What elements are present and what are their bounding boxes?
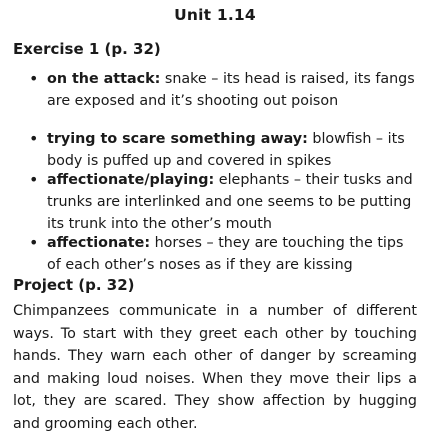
answer-text: [47, 232, 419, 276]
answer-description: elephants – their tusks and trunks are interlinked and one seems to be putting its trunk into the other’s mouth: [47, 172, 413, 232]
answer-item: [29, 232, 419, 276]
answer-term: affectionate/playing:: [47, 172, 215, 188]
answer-term: affectionate:: [47, 235, 151, 251]
answer-description: blowfish – its body is puffed up and covered in spikes: [47, 131, 405, 169]
answer-text: [47, 128, 419, 172]
answer-item: [29, 169, 419, 235]
project-heading: Project (p. 32): [13, 276, 135, 294]
answer-description: horses – they are touching the tips of each other’s noses as if they are kissing: [47, 235, 404, 273]
unit-title: Unit 1.14: [174, 6, 256, 24]
answer-term: on the attack:: [47, 71, 161, 87]
answer-term: trying to scare something away:: [47, 131, 308, 147]
bullet-icon: •: [29, 170, 39, 189]
exercise-heading: Exercise 1 (p. 32): [13, 40, 161, 58]
answer-description: snake – its head is raised, its fangs are exposed and it’s shooting out poison: [47, 71, 415, 109]
answer-item: [29, 128, 419, 172]
answer-text: [47, 169, 419, 235]
bullet-icon: •: [29, 233, 39, 252]
bullet-icon: •: [29, 69, 39, 88]
project-paragraph: Chimpanzees communicate in a number of different ways. To start with they greet each other by touching hands. They warn each other of danger by screaming and making loud noises. When they move their lips a lot, they are scared. They show affection by hugging and grooming each other.: [13, 303, 417, 432]
answer-text: [47, 68, 419, 112]
bullet-icon: •: [29, 129, 39, 148]
answer-item: [29, 68, 419, 112]
